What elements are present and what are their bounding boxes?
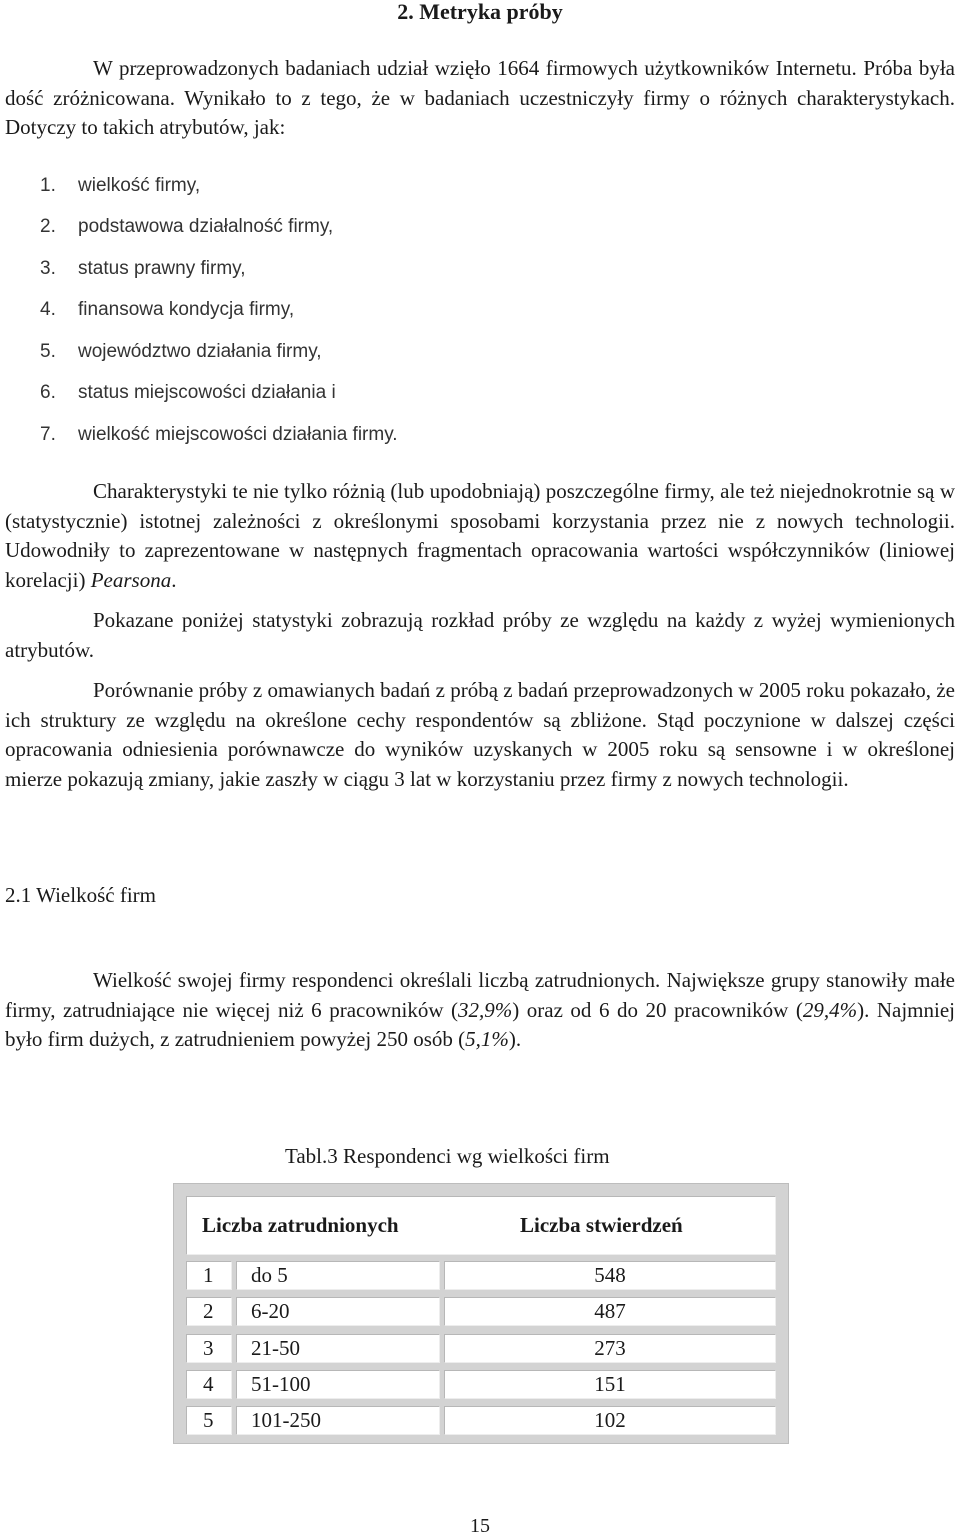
employee-range-cell: 6-20 bbox=[236, 1297, 440, 1326]
list-number: 6. bbox=[40, 382, 56, 403]
employee-range-cell: 21-50 bbox=[236, 1334, 440, 1363]
characteristics-paragraph bbox=[5, 477, 955, 595]
paragraph-text: Charakterystyki te nie tylko różnią (lub upodobniają) poszczególne firmy, ale też niejednokrotnie są w (statystycznie) istotnej zależności z określonymi sposobami korzystania przez nie z nowych technologii. Udowodniły to zaprezentowane w następnych fragmentach opracowania wartości współczynników (liniowej korelacji) bbox=[5, 479, 955, 592]
row-index-cell: 1 bbox=[186, 1261, 232, 1290]
list-number: 5. bbox=[40, 341, 56, 362]
attribute-list-item bbox=[40, 340, 322, 364]
paragraph-text: ). bbox=[508, 1027, 522, 1051]
column-header-count: Liczba stwierdzeń bbox=[520, 1213, 683, 1237]
attribute-list-item bbox=[40, 215, 333, 239]
response-count-cell: 102 bbox=[444, 1406, 776, 1435]
percentage-large: 5,1% bbox=[465, 1027, 509, 1051]
list-text: podstawowa działalność firmy, bbox=[78, 216, 334, 237]
comparison-paragraph: Porównanie próby z omawianych badań z próbą z badań przeprowadzonych w 2005 roku pokazało, że ich struktury ze względu na określone cechy respondentów są zbliżone. Stąd poczynione w dalszej części opracowania odniesienia porównawcze do wyników uzyskanych w 2005 roku są sensowne i w określonej mierze pokazują zmiany, jakie zaszły w ciągu 3 lat w korzystaniu przez firmy z nowych technologii. bbox=[5, 678, 955, 791]
italic-name: Pearsona bbox=[90, 567, 172, 592]
attribute-list-item bbox=[40, 381, 336, 405]
attribute-list-item bbox=[40, 298, 294, 322]
list-number: 4. bbox=[40, 299, 56, 320]
percentage-medium: 29,4% bbox=[802, 997, 858, 1022]
paragraph-text: Wielkość swojej firmy respondenci określali liczbą zatrudnionych. Największe grupy stanowiły małe firmy, zatrudniające nie więcej niż 6 pracowników ( bbox=[5, 968, 955, 1022]
attribute-list-item bbox=[40, 257, 246, 281]
response-count-cell: 273 bbox=[444, 1334, 776, 1363]
paragraph-text: ). Najmniej było firm dużych, z zatrudnieniem powyżej 250 osób ( bbox=[5, 997, 956, 1051]
row-index-cell: 4 bbox=[186, 1370, 232, 1399]
row-index-cell: 2 bbox=[186, 1297, 232, 1326]
list-text: wielkość miejscowości działania firmy. bbox=[78, 424, 398, 445]
list-text: finansowa kondycja firmy, bbox=[78, 299, 295, 320]
list-text: status miejscowości działania i bbox=[78, 382, 336, 403]
employee-range-cell: 101-250 bbox=[236, 1406, 440, 1435]
list-number: 7. bbox=[40, 424, 56, 445]
list-number: 1. bbox=[40, 175, 56, 196]
page-number: 15 bbox=[470, 1515, 490, 1537]
employee-range-cell: 51-100 bbox=[236, 1370, 440, 1399]
response-count-cell: 487 bbox=[444, 1297, 776, 1326]
section-heading: 2. Metryka próby bbox=[397, 0, 563, 24]
column-header-employees: Liczba zatrudnionych bbox=[202, 1213, 399, 1237]
paragraph-text: ) oraz od 6 do 20 pracowników ( bbox=[512, 997, 803, 1022]
intro-paragraph: W przeprowadzonych badaniach udział wzięło 1664 firmowych użytkowników Internetu. Próba była dość zróżnicowana. Wynikało to z tego, że w badaniach uczestniczyły firmy o różnych charakterystykach. Dotyczy to takich atrybutów, jak: bbox=[5, 56, 955, 139]
subsection-heading: 2.1 Wielkość firm bbox=[5, 883, 156, 907]
attribute-list-item bbox=[40, 174, 200, 198]
statistics-paragraph: Pokazane poniżej statystyki zobrazują rozkład próby ze względu na każdy z wyżej wymienionych atrybutów. bbox=[5, 608, 955, 662]
list-text: wielkość firmy, bbox=[78, 175, 201, 196]
company-size-paragraph bbox=[5, 966, 955, 1055]
list-number: 3. bbox=[40, 258, 56, 279]
percentage-small: 32,9% bbox=[458, 997, 513, 1022]
attribute-list-item bbox=[40, 423, 398, 447]
response-count-cell: 548 bbox=[444, 1261, 776, 1290]
list-number: 2. bbox=[40, 216, 56, 237]
response-count-cell: 151 bbox=[444, 1370, 776, 1399]
table-caption: Tabl.3 Respondenci wg wielkości firm bbox=[285, 1144, 610, 1168]
employee-range-cell: do 5 bbox=[236, 1261, 440, 1290]
row-index-cell: 3 bbox=[186, 1334, 232, 1363]
list-text: województwo działania firmy, bbox=[78, 341, 322, 362]
list-text: status prawny firmy, bbox=[78, 258, 246, 279]
paragraph-end: . bbox=[171, 567, 177, 592]
row-index-cell: 5 bbox=[186, 1406, 232, 1435]
